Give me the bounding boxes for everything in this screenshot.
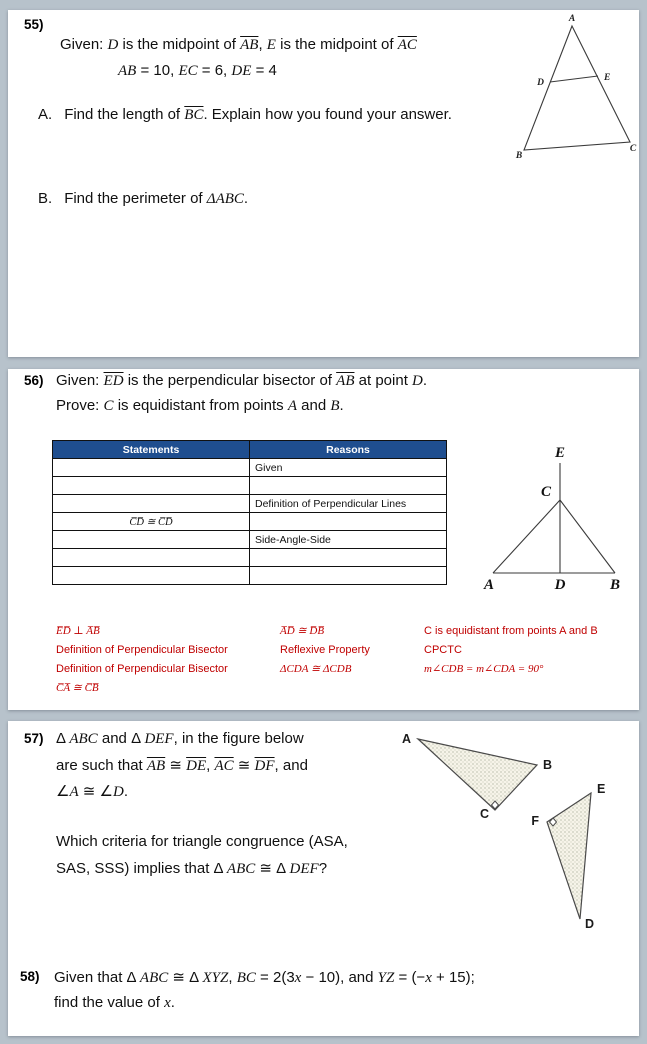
text-segment: $\overline{AB}$ [146, 758, 166, 774]
text-segment: Δ [56, 730, 70, 747]
bank-item: Reflexive Property [280, 644, 370, 656]
text-segment: Find the length of [64, 106, 185, 123]
question-number: 58) [20, 969, 40, 984]
statement-cell [53, 495, 250, 513]
segment-ca [493, 500, 560, 573]
text-segment: D [412, 373, 423, 389]
text-segment: A [69, 784, 79, 800]
text-segment: A [287, 398, 297, 414]
question-58-line [54, 968, 475, 987]
text-segment: $\overline{DF}$ [254, 758, 275, 774]
bank-item: E̅D̅ ⊥ A̅B̅ [56, 625, 100, 637]
text-segment: + 15); [431, 969, 475, 986]
text-segment: at point [354, 372, 413, 389]
text-segment: YZ [377, 970, 395, 986]
part-b-text [64, 190, 248, 207]
bank-item: Definition of Perpendicular Bisector [56, 644, 228, 656]
text-segment: , and [274, 757, 308, 774]
congruent-triangles-figure [396, 731, 639, 943]
reason-cell [250, 549, 447, 567]
text-segment: $\overline{AB}$ [240, 37, 259, 53]
text-segment: = 6, [197, 62, 232, 79]
text-segment: ? [318, 860, 328, 877]
text-segment: is the midpoint of [275, 36, 398, 53]
question-number: 57) [24, 731, 44, 746]
table-header-row [53, 441, 447, 459]
vertex-label-c: C [629, 144, 637, 154]
statement-cell [53, 567, 250, 585]
reason-cell [250, 513, 447, 531]
text-segment: = 4 [251, 62, 277, 79]
vertex-label-f: F [531, 814, 539, 828]
text-segment: x [425, 970, 432, 986]
vertex-label-b: B [543, 758, 553, 772]
segment-cb [560, 500, 615, 573]
table-row [53, 459, 447, 477]
vertex-label-c: C [540, 484, 551, 500]
vertex-label-a: A [483, 577, 495, 593]
midsegment-de [550, 76, 598, 82]
vertex-label-c: C [479, 807, 489, 821]
part-b-label: B. [38, 190, 53, 207]
reasons-header: Reasons [250, 441, 447, 459]
statement-cell [53, 531, 250, 549]
text-segment: ABC [69, 731, 98, 747]
part-a-question [38, 106, 452, 124]
text-segment: $\overline{BC}$ [184, 107, 204, 123]
text-segment: = 2(3 [255, 969, 295, 986]
question-57-line [56, 859, 327, 878]
question-57-line [56, 730, 304, 748]
vertex-label-d: D [554, 577, 566, 593]
text-segment: is the midpoint of [118, 36, 241, 53]
text-segment: $\overline{AB}$ [336, 373, 355, 389]
text-segment: , [228, 969, 237, 986]
vertex-label-a: A [568, 14, 576, 24]
vertex-label-d: D [537, 78, 544, 88]
question-58-line [54, 994, 175, 1012]
bank-item: CPCTC [424, 644, 462, 656]
text-segment: Given: [60, 36, 108, 53]
text-segment: is equidistant from points [113, 397, 288, 414]
text-segment: $\overline{AC}$ [214, 758, 234, 774]
vertex-label-d: D [585, 917, 595, 931]
question-56-section [8, 369, 639, 710]
reason-cell [250, 567, 447, 585]
text-segment: . [422, 372, 428, 389]
text-segment: are such that [56, 757, 147, 774]
text-segment: $\overline{ED}$ [103, 373, 124, 389]
given-statement [56, 372, 427, 390]
text-segment: ∠ [56, 783, 70, 800]
vertex-label-b: B [515, 151, 523, 161]
table-row [53, 477, 447, 495]
vertex-label-e: E [597, 782, 606, 796]
part-a-text [64, 106, 452, 123]
triangle-abc [524, 26, 630, 150]
part-b-question [38, 190, 248, 208]
text-segment: ABC [226, 861, 256, 877]
text-segment: B [330, 398, 340, 414]
text-segment: is the perpendicular bisector of [123, 372, 337, 389]
question-57-line [56, 833, 348, 850]
proof-table [52, 440, 447, 585]
table-row [53, 567, 447, 585]
vertex-label-a: A [401, 732, 411, 746]
text-segment: ≅ ∠ [78, 783, 113, 800]
question-57-58-section [8, 721, 639, 1036]
table-row [53, 513, 447, 531]
statement-cell [53, 549, 250, 567]
answer-bank-column-1 [56, 625, 228, 701]
text-segment: ABC [139, 970, 169, 986]
question-number: 55) [24, 17, 44, 32]
text-segment: and [296, 397, 331, 414]
table-row [53, 531, 447, 549]
text-segment: Given that Δ [54, 969, 140, 986]
text-segment: Prove: [56, 397, 104, 414]
bank-item: ΔCDA ≅ ΔCDB [280, 663, 352, 675]
prove-statement [56, 397, 344, 415]
triangle-def [547, 793, 591, 919]
text-segment: D [112, 784, 124, 800]
given-values [118, 62, 277, 80]
bank-item: C is equidistant from points A and B [424, 625, 598, 637]
vertex-label-e: E [554, 445, 566, 461]
text-segment: AB [118, 63, 137, 79]
triangle-abc [418, 739, 537, 810]
text-segment: , [258, 36, 267, 53]
text-segment: . [170, 994, 175, 1011]
part-a-label: A. [38, 106, 53, 123]
question-57-line [56, 756, 308, 775]
text-segment: x [164, 995, 171, 1011]
reason-cell: Given [250, 459, 447, 477]
text-segment: find the value of [54, 994, 165, 1011]
text-segment: C [103, 398, 114, 414]
reason-cell [250, 477, 447, 495]
question-number: 56) [24, 373, 44, 388]
answer-bank-column-3 [424, 625, 598, 682]
text-segment: XYZ [202, 970, 229, 986]
text-segment: ≅ [165, 757, 187, 774]
reason-cell: Definition of Perpendicular Lines [250, 495, 447, 513]
text-segment: EC [178, 63, 198, 79]
text-segment: . Explain how you found your answer. [203, 106, 452, 123]
reason-cell: Side-Angle-Side [250, 531, 447, 549]
text-segment: . [243, 190, 249, 207]
text-segment: $\overline{DE}$ [186, 758, 207, 774]
text-segment: ≅ Δ [255, 860, 290, 877]
text-segment: Which criteria for triangle congruence (ASA, [56, 833, 348, 850]
vertex-label-b: B [609, 577, 621, 593]
text-segment: $\overline{AC}$ [397, 37, 417, 53]
question-57-line [56, 782, 128, 801]
text-segment: D [107, 37, 119, 53]
text-segment: Find the perimeter of [64, 190, 207, 207]
bank-item: Definition of Perpendicular Bisector [56, 663, 228, 675]
given-statement [60, 36, 417, 54]
text-segment: x [294, 970, 302, 986]
text-segment: DE [231, 63, 252, 79]
text-segment: ≅ [233, 757, 255, 774]
text-segment: ≅ Δ [168, 969, 203, 986]
table-row [53, 495, 447, 513]
text-segment: , in the figure below [173, 730, 304, 747]
answer-bank-column-2 [280, 625, 370, 682]
text-segment: SAS, SSS) implies that Δ [56, 860, 227, 877]
text-segment: DEF [144, 731, 174, 747]
text-segment: Given: [56, 372, 104, 389]
statement-cell: C̅D̅ ≅ C̅D̅ [53, 513, 250, 531]
bank-item: m∠CDB = m∠CDA = 90° [424, 663, 544, 675]
statements-header: Statements [53, 441, 250, 459]
text-segment: , [206, 757, 215, 774]
text-segment: and Δ [97, 730, 145, 747]
triangle-abc-midsegment-figure [506, 12, 638, 162]
bank-item: A̅D̅ ≅ D̅B̅ [280, 625, 325, 637]
statement-cell [53, 459, 250, 477]
text-segment: BC [236, 970, 256, 986]
text-segment: E [266, 37, 276, 53]
text-segment: . [339, 397, 344, 414]
perpendicular-bisector-figure [463, 443, 638, 595]
text-segment: DEF [289, 861, 319, 877]
table-row [53, 549, 447, 567]
statement-cell [53, 477, 250, 495]
text-segment: . [123, 783, 128, 800]
text-segment: − 10), and [301, 969, 378, 986]
question-55-section [8, 10, 639, 357]
text-segment: = (− [394, 969, 426, 986]
text-segment: ΔABC [206, 191, 244, 207]
bank-item: C̅A̅ ≅ C̅B̅ [56, 682, 99, 694]
text-segment: = 10, [136, 62, 179, 79]
vertex-label-e: E [604, 73, 611, 83]
